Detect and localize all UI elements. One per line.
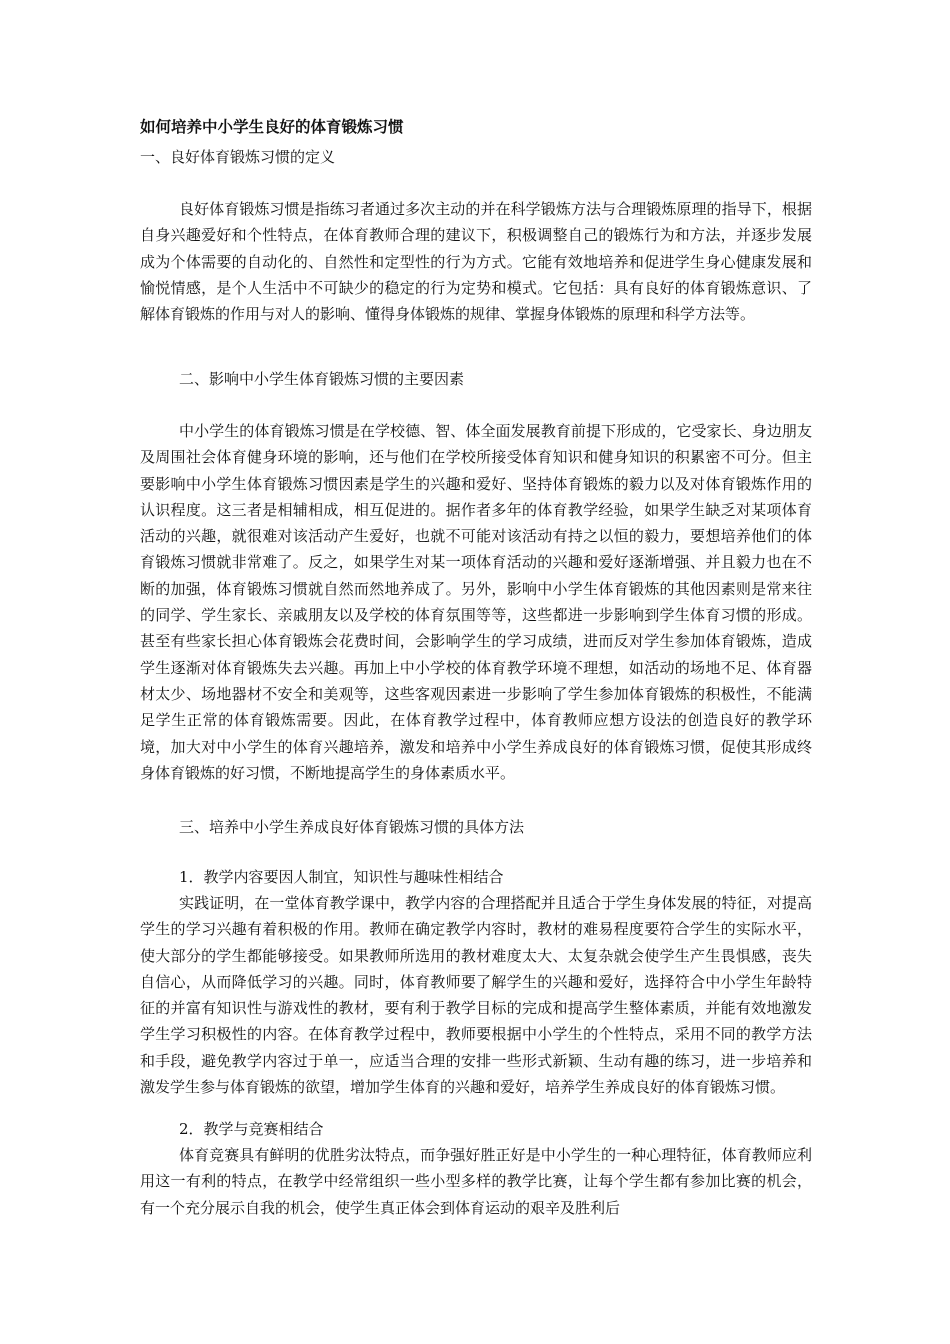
item1-paragraph: 实践证明，在一堂体育教学课中，教学内容的合理搭配并且适合于学生身体发展的特征，对提高学生的学习兴趣有着积极的作用。教师在确定教学内容时，教材的难易程度要符合学生的实际水平，使大部分的学生都能够接受。如果教师所选用的教材难度太大、太复杂就会使学生产生畏惧感，丧失自信心，从而降低学习的兴趣。同时，体育教师要了解学生的兴趣和爱好，选择符合中小学生年龄特征的并富有知识性与游戏性的教材，要有利于教学目标的完成和提高学生整体素质，并能有效地激发学生学习积极性的内容。在体育教学过程中，教师要根据中小学生的个性特点，采用不同的教学方法和手段，避免教学内容过于单一，应适当合理的安排一些形式新颖、生动有趣的练习，进一步培养和激发学生参与体育锻炼的欲望，增加学生体育的兴趣和爱好，培养学生养成良好的体育锻炼习惯。 (140, 894, 812, 1097)
section1-heading: 一、良好体育锻炼习惯的定义 (140, 148, 336, 166)
document-title: 如何培养中小学生良好的体育锻炼习惯 (140, 117, 404, 136)
section2-heading: 二、影响中小学生体育锻炼习惯的主要因素 (179, 370, 465, 388)
section1-paragraph: 良好体育锻炼习惯是指练习者通过多次主动的并在科学锻炼方法与合理锻炼原理的指导下，根据自身兴趣爱好和个性特点，在体育教师合理的建议下，积极调整自己的锻炼行为和方法，并逐步发展成为个体需要的自动化的、自然性和定型性的行为方式。它能有效地培养和促进学生身心健康发展和愉悦情感，是个人生活中不可缺少的稳定的行为定势和模式。它包括：具有良好的体育锻炼意识、了解体育锻炼的作用与对人的影响、懂得身体锻炼的规律、掌握身体锻炼的原理和科学方法等。 (140, 200, 812, 324)
item2-heading: 2．教学与竞赛相结合 (179, 1120, 324, 1138)
section3-heading: 三、培养中小学生养成良好体育锻炼习惯的具体方法 (179, 818, 525, 836)
item1-heading: 1．教学内容要因人制宜，知识性与趣味性相结合 (179, 868, 504, 886)
section2-paragraph: 中小学生的体育锻炼习惯是在学校德、智、体全面发展教育前提下形成的，它受家长、身边朋友及周围社会体育健身环境的影响，还与他们在学校所接受体育知识和健身知识的积累密不可分。但主要影响中小学生体育锻炼习惯因素是学生的兴趣和爱好、坚持体育锻炼的毅力以及对体育锻炼作用的认识程度。这三者是相辅相成，相互促进的。据作者多年的体育教学经验，如果学生缺乏对某项体育活动的兴趣，就很难对该活动产生爱好，也就不可能对该活动有持之以恒的毅力，要想培养他们的体育锻炼习惯就非常难了。反之，如果学生对某一项体育活动的兴趣和爱好逐渐增强、并且毅力也在不断的加强，体育锻炼习惯就自然而然地养成了。另外，影响中小学生体育锻炼的其他因素则是常来往的同学、学生家长、亲戚朋友以及学校的体育氛围等等，这些都进一步影响到学生体育习惯的形成。甚至有些家长担心体育锻炼会花费时间，会影响学生的学习成绩，进而反对学生参加体育锻炼，造成学生逐渐对体育锻炼失去兴趣。再加上中小学校的体育教学环境不理想，如活动的场地不足、体育器材太少、场地器材不安全和美观等，这些客观因素进一步影响了学生参加体育锻炼的积极性，不能满足学生正常的体育锻炼需要。因此，在体育教学过程中，体育教师应想方设法的创造良好的教学环境，加大对中小学生的体育兴趣培养，激发和培养中小学生养成良好的体育锻炼习惯，促使其形成终身体育锻炼的好习惯，不断地提高学生的身体素质水平。 (140, 422, 812, 782)
item2-paragraph: 体育竞赛具有鲜明的优胜劣汰特点，而争强好胜正好是中小学生的一种心理特征，体育教师应利用这一有利的特点，在教学中经常组织一些小型多样的教学比赛，让每个学生都有参加比赛的机会，有一个充分展示自我的机会，使学生真正体会到体育运动的艰辛及胜利后 (140, 1146, 812, 1217)
